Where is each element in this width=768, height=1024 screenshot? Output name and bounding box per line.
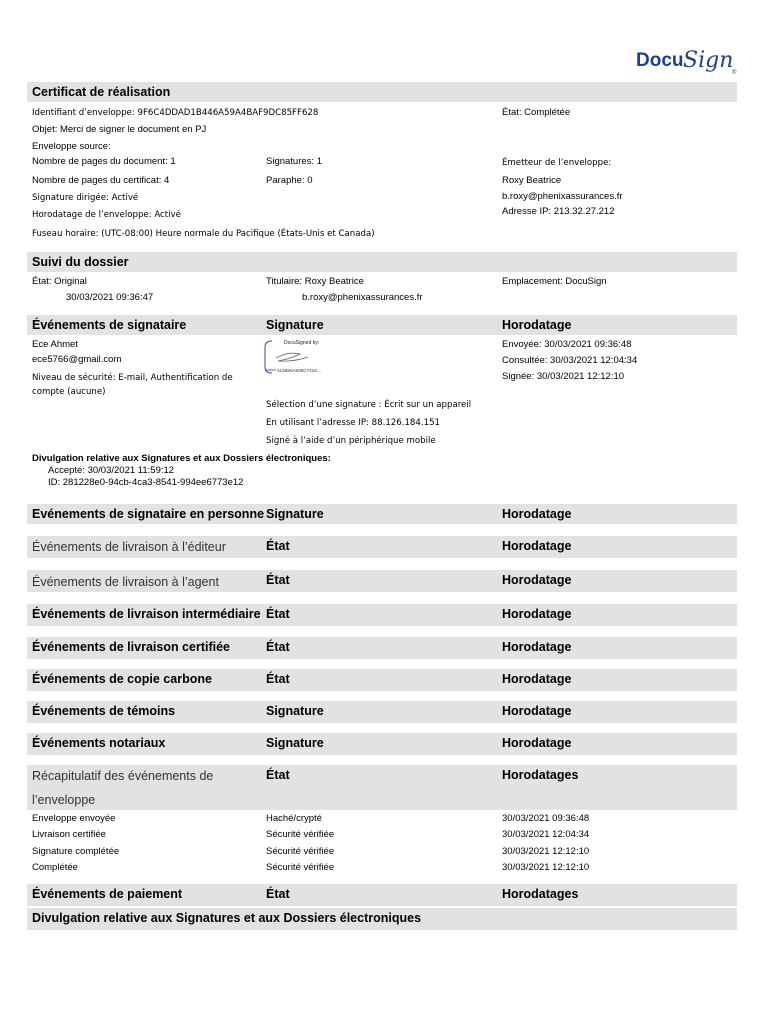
security-level-line1: Niveau de sécurité: E-mail, Authentification de xyxy=(32,373,233,383)
section-agent-col3: Horodatage xyxy=(502,573,572,587)
section-agent-title: Événements de livraison à l’agent xyxy=(32,575,219,589)
signer-col-signature: Signature xyxy=(266,318,324,332)
summary-row-event: Enveloppe envoyée xyxy=(32,813,116,824)
section-editor-col3: Horodatage xyxy=(502,539,572,553)
section-carbon-copy-title: Événements de copie carbone xyxy=(32,672,212,686)
security-level-line2: compte (aucune) xyxy=(32,387,106,397)
summary-row-event: Livraison certifiée xyxy=(32,829,106,840)
disclosure-accept-title: Divulgation relative aux Signatures et aux Dossiers électroniques: xyxy=(32,453,331,464)
signature-scribble xyxy=(276,353,308,361)
signature-image xyxy=(264,339,348,375)
tracking-title: Suivi du dossier xyxy=(32,255,129,269)
signatures-count: Signatures: 1 xyxy=(266,156,322,167)
summary-row-state: Sécurité vérifiée xyxy=(266,862,335,873)
section-notary-col3: Horodatage xyxy=(502,736,572,750)
cert-title: Certificat de réalisation xyxy=(32,85,171,99)
signer-name: Ece Ahmet xyxy=(32,339,78,350)
section-certified-col2: État xyxy=(266,640,290,654)
signature-id: 311B55A838C741E... xyxy=(277,368,322,373)
signer-email: ece5766@gmail.com xyxy=(32,354,122,365)
sender-email: b.roxy@phenixassurances.fr xyxy=(502,191,623,202)
section-notary-col2: Signature xyxy=(266,736,324,750)
section-in-person-col3: Horodatage xyxy=(502,507,572,521)
section-intermediary-col3: Horodatage xyxy=(502,607,572,621)
section-carbon-copy-col3: Horodatage xyxy=(502,672,572,686)
signature-bracket xyxy=(265,341,272,373)
section-witness-col3: Horodatage xyxy=(502,704,572,718)
tracking-date: 30/03/2021 09:36:47 xyxy=(66,292,154,303)
summary-title-line1: Récapitulatif des événements de xyxy=(32,769,214,783)
tracking-holder: Titulaire: Roxy Beatrice xyxy=(266,276,364,287)
signature-docusigned-label: DocuSigned by: xyxy=(284,340,320,346)
section-carbon-copy-col2: État xyxy=(266,672,290,686)
summary-row-state: Sécurité vérifiée xyxy=(266,846,335,857)
initials-count: Paraphe: 0 xyxy=(266,175,313,186)
signer-col-events: Événements de signataire xyxy=(32,318,187,332)
summary-row-time: 30/03/2021 12:12:10 xyxy=(502,846,590,857)
sender-ip: Adresse IP: 213.32.27.212 xyxy=(502,206,615,217)
section-agent-col2: État xyxy=(266,573,290,587)
signed-time: Signée: 30/03/2021 12:12:10 xyxy=(502,371,625,382)
signature-mobile: Signé à l’aide d’un périphérique mobile xyxy=(266,436,436,446)
cert-pages: Nombre de pages du certificat: 4 xyxy=(32,175,170,186)
tracking-holder-email: b.roxy@phenixassurances.fr xyxy=(302,292,423,303)
summary-row-event: Signature complétée xyxy=(32,846,120,857)
disclosure-title: Divulgation relative aux Signatures et aux Dossiers électroniques xyxy=(32,911,422,925)
section-witness-title: Événements de témoins xyxy=(32,704,176,718)
section-certified-col3: Horodatage xyxy=(502,640,572,654)
sender-name: Roxy Beatrice xyxy=(502,175,562,186)
section-certified-title: Événements de livraison certifiée xyxy=(32,640,231,654)
envelope-timestamp: Horodatage de l’enveloppe: Activé xyxy=(32,210,181,220)
signature-selection: Sélection d’une signature : Écrit sur un appareil xyxy=(266,400,472,410)
docusign-logo xyxy=(636,44,740,76)
logo-text-docu: Docu xyxy=(636,50,684,71)
payment-col-timestamps: Horodatages xyxy=(502,887,579,901)
summary-col-state: État xyxy=(266,768,290,782)
payment-col-state: État xyxy=(266,887,290,901)
tracking-header-bar xyxy=(27,252,737,272)
section-notary-title: Événements notariaux xyxy=(32,736,166,750)
viewed-time: Consultée: 30/03/2021 12:04:34 xyxy=(502,355,638,366)
logo-registered-mark: ® xyxy=(732,70,737,76)
summary-row-time: 30/03/2021 12:04:34 xyxy=(502,829,590,840)
summary-row-state: Sécurité vérifiée xyxy=(266,829,335,840)
summary-col-timestamps: Horodatages xyxy=(502,768,579,782)
section-editor-title: Événements de livraison à l’éditeur xyxy=(32,540,226,554)
section-in-person-col2: Signature xyxy=(266,507,324,521)
disclosure-accepted: Accepté: 30/03/2021 11:59:12 xyxy=(48,465,175,476)
envelope-source: Enveloppe source: xyxy=(32,141,111,152)
section-editor-col2: État xyxy=(266,539,290,553)
signer-col-timestamp: Horodatage xyxy=(502,318,572,332)
sent-time: Envoyée: 30/03/2021 09:36:48 xyxy=(502,339,632,350)
tracking-location: Emplacement: DocuSign xyxy=(502,276,607,287)
section-in-person-title: Evénements de signataire en personne xyxy=(32,507,265,521)
signature-ip: En utilisant l’adresse IP: 88.126.184.151 xyxy=(266,418,441,428)
summary-row-time: 30/03/2021 12:12:10 xyxy=(502,862,590,873)
section-intermediary-col2: État xyxy=(266,607,290,621)
sender-label: Émetteur de l’enveloppe: xyxy=(502,158,612,168)
tracking-state: État: Original xyxy=(32,276,87,287)
guided-signature: Signature dirigée: Activé xyxy=(32,193,139,203)
payment-title: Événements de paiement xyxy=(32,887,183,901)
summary-row-time: 30/03/2021 09:36:48 xyxy=(502,813,590,824)
envelope-state: État: Complétée xyxy=(502,107,571,118)
summary-row-event: Complétée xyxy=(32,862,78,873)
summary-title-line2: l’enveloppe xyxy=(32,793,96,807)
disclosure-id: ID: 281228e0-94cb-4ca3-8541-994ee6773e12 xyxy=(48,477,244,488)
section-intermediary-title: Événements de livraison intermédiaire xyxy=(32,607,261,621)
doc-pages: Nombre de pages du document: 1 xyxy=(32,156,176,167)
logo-text-sign: Sign xyxy=(683,48,734,73)
summary-row-state: Haché/crypté xyxy=(266,813,322,824)
envelope-subject: Objet: Merci de signer le document en PJ xyxy=(32,124,207,135)
section-witness-col2: Signature xyxy=(266,704,324,718)
envelope-id: Identifiant d’enveloppe: 9F6C4DDAD1B446A59A4BAF9DC85FF628 xyxy=(32,108,319,118)
timezone: Fuseau horaire: (UTC-08:00) Heure normale du Pacifique (États-Unis et Canada) xyxy=(32,229,375,239)
